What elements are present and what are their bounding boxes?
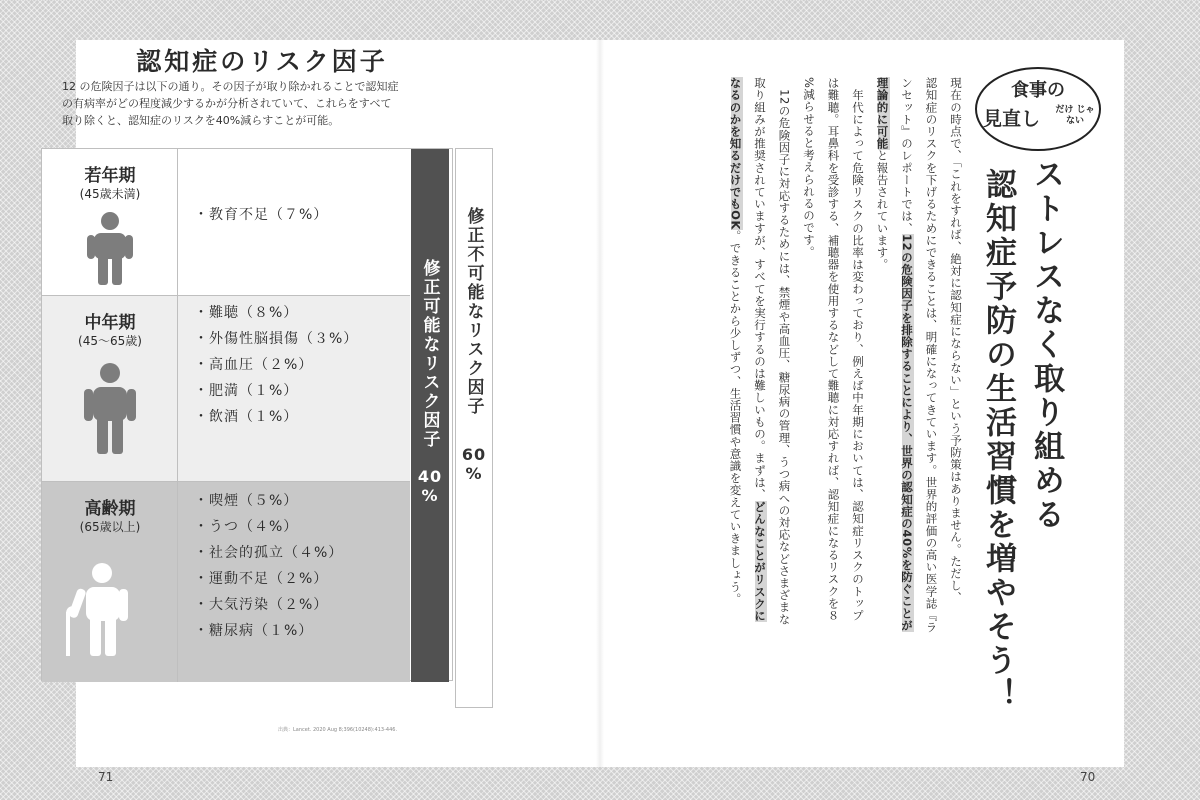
age-band-elderly xyxy=(42,482,410,682)
badge-small-text: だけ じゃない xyxy=(1055,105,1095,126)
body-text-run: は難聴。耳鼻科を受診する、補聴器を使用するなどして難聴に対応すれば、認知症になるリスクを８ xyxy=(826,77,841,622)
highlighted-text: 12の危険因子を排除することにより、世界の認知症の40%を防ぐことが xyxy=(900,234,914,632)
age-band-young xyxy=(42,149,410,296)
age-name: 若年期 xyxy=(84,166,136,186)
risk-item: ・高血圧（２%） xyxy=(194,357,314,373)
non-modifiable-risk-bar xyxy=(455,148,493,708)
age-name: 中年期 xyxy=(84,313,136,333)
risk-item: ・肥満（１%） xyxy=(194,383,299,399)
book-gutter xyxy=(596,40,604,767)
young-person-icon xyxy=(81,211,139,285)
badge-line-1: 食事の xyxy=(1011,80,1065,101)
body-column xyxy=(773,77,793,625)
body-column xyxy=(724,77,744,605)
risk-item: ・喫煙（５%） xyxy=(194,493,299,509)
non-modifiable-risk-label: 修正不可能なリスク因子 xyxy=(463,207,484,416)
body-text-run: 現在の時点で、「これをすれば、絶対に認知症にならない」という予防策はありません。ただし、 xyxy=(949,77,963,604)
highlighted-text: なるのかを知るだけでもOK xyxy=(728,77,743,230)
page-title: 認知症のリスク因子 xyxy=(136,47,388,76)
body-text-run: 。できることから少しずつ、生活習慣や意識を変えていきましょう。 xyxy=(728,230,743,606)
body-column xyxy=(846,77,866,622)
age-label-cell xyxy=(42,149,178,295)
headline-line-2: 認知症予防の生活習慣を増やそう！ xyxy=(980,168,1016,712)
body-column xyxy=(822,77,842,622)
body-column xyxy=(797,77,817,258)
modifiable-risk-percent: 40 % xyxy=(417,467,443,505)
risk-item: ・運動不足（２%） xyxy=(194,571,329,587)
source-citation: 出典：Lancet. 2020 Aug 8;396(10248):413-446. xyxy=(278,727,398,733)
body-text-run: ンセット』のレポートでは、 xyxy=(900,77,914,235)
page-number-right: 70 xyxy=(1080,770,1096,784)
age-range: (65歳以上) xyxy=(79,520,141,534)
body-text-run: 12の危険因子に対応するためには、禁煙や高血圧、糖尿病の管理、うつ病への対応などさまざまな xyxy=(777,77,792,626)
age-range: (45歳未満) xyxy=(79,187,141,201)
badge-line-2: 見直し xyxy=(983,108,1041,130)
body-text-run: 年代によって危険リスクの比率は変わっており、例えば中年期においては、認知症リスクのトップ xyxy=(851,77,865,622)
headline-line-1: ストレスなく取り組める xyxy=(1028,158,1064,532)
modifiable-risk-bar xyxy=(411,149,449,682)
modifiable-risk-label: 修正可能なリスク因子 xyxy=(419,259,440,449)
body-text-run: 取り組みが推奨されていますが、すべてを実行するのは難しいもの。まずは、 xyxy=(753,77,767,501)
age-band-middle xyxy=(42,296,410,482)
age-range: (45〜65歳) xyxy=(78,334,142,348)
risk-list-middle xyxy=(194,300,358,430)
body-text-run: と報告されています。 xyxy=(875,149,890,271)
risk-item: ・糖尿病（１%） xyxy=(194,623,314,639)
body-column xyxy=(871,77,891,271)
age-name: 高齢期 xyxy=(84,499,136,519)
risk-item: ・難聴（８%） xyxy=(194,305,299,321)
intro-text: 12 の危険因子は以下の通り。その因子が取り除かれることで認知症の有病率がどの程度減少するかが分析されていて、これらをすべて取り除くと、認知症のリスクを40%減らすことが可能。 xyxy=(62,80,399,127)
non-modifiable-risk-percent: 60 % xyxy=(461,445,487,483)
speech-bubble-badge xyxy=(975,67,1101,151)
risk-item: ・大気汚染（２%） xyxy=(194,597,329,613)
risk-item: ・教育不足（７%） xyxy=(194,207,329,223)
risk-item: ・うつ（４%） xyxy=(194,519,299,535)
risk-factor-table xyxy=(41,148,453,681)
elderly-person-icon xyxy=(62,562,132,658)
body-column xyxy=(895,77,915,632)
risk-list-elderly xyxy=(194,488,343,644)
age-label-cell xyxy=(42,482,178,682)
highlighted-text: どんなことがリスクに xyxy=(753,500,767,622)
risk-item: ・飲酒（１%） xyxy=(194,409,299,425)
risk-item: ・社会的孤立（４%） xyxy=(194,545,344,561)
adult-person-icon xyxy=(81,362,139,454)
body-text-run: 認知症のリスクを下げるためにできることは、明確になってきています。世界的評価の高い医学誌『ラ xyxy=(924,77,939,634)
highlighted-text: 理論的に可能 xyxy=(875,77,890,150)
risk-item: ・外傷性脳損傷（３%） xyxy=(194,331,359,347)
age-label-cell xyxy=(42,296,178,481)
risk-list-young xyxy=(194,202,328,228)
body-column xyxy=(920,77,940,634)
body-column xyxy=(944,77,964,604)
body-text-run: %減らせると考えられるのです。 xyxy=(802,77,816,258)
page-number-left: 71 xyxy=(98,770,114,784)
body-column xyxy=(748,77,768,622)
